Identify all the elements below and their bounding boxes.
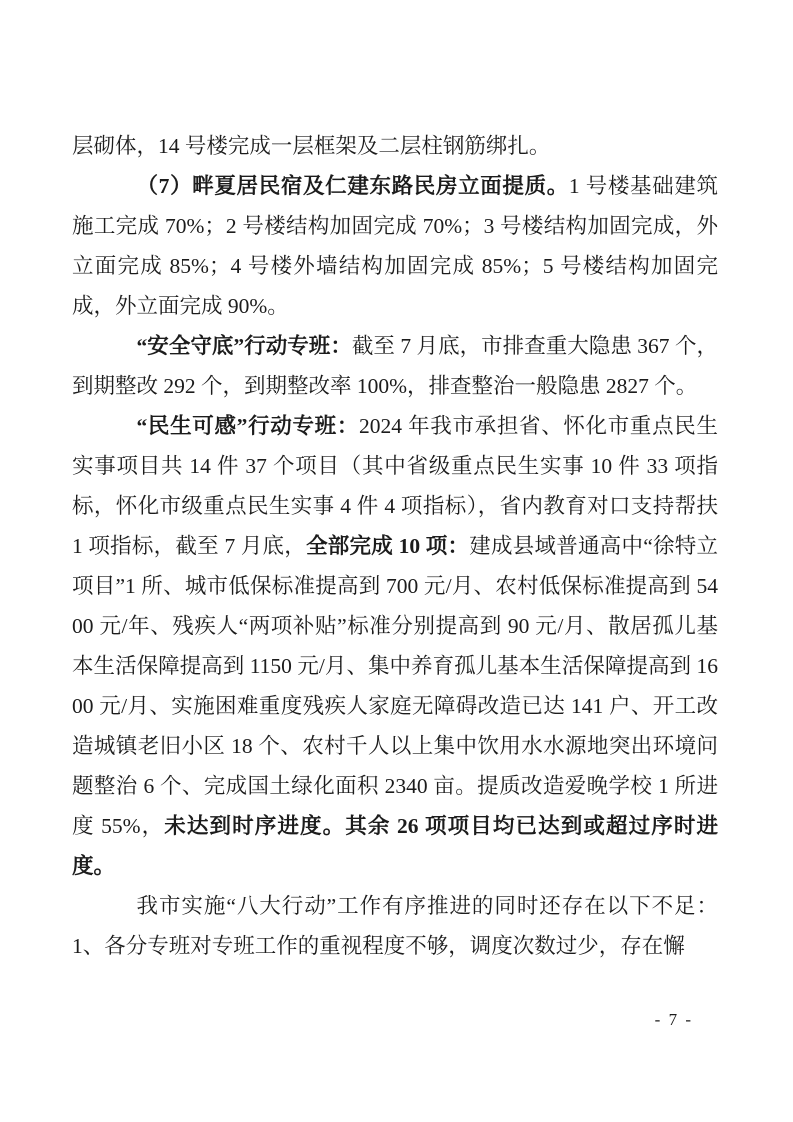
page-body — [72, 126, 718, 966]
paragraph-item-7 — [72, 166, 718, 326]
paragraph-emphasis: 未达到时序进度。其余 26 项项目均已达到或超过序时进度。 — [72, 814, 718, 878]
paragraph-text: 1 号楼基础建筑施工完成 70%；2 号楼结构加固完成 70%；3 号楼结构加固完成，外立面完成 85%；4 号楼外墙结构加固完成 85%；5 号楼结构加固完成，外立面完成 90%。 — [72, 174, 718, 318]
paragraph-continuation — [72, 126, 718, 166]
paragraph-text: 建成县域普通高中“徐特立项目”1 所、城市低保标准提高到 700 元/月、农村低保标准提高到 5400 元/年、残疾人“两项补贴”标准分别提高到 90 元/月、散居孤儿基本生活保障提高到 1150 元/月、集中养育孤儿基本生活保障提高到 1600 元/月、实施困难重度残疾人家庭无障碍改造已达 141 户、开工改造城镇老旧小区 18 个、农村千人以上集中饮用水水源地突出环境问题整治 6 个、完成国土绿化面积 2340 亩。提质改造爱晚学校 1 所进度 55%， — [72, 534, 718, 838]
paragraph-heading: （7）畔夏居民宿及仁建东路民房立面提质。 — [136, 174, 569, 198]
paragraph-livelihood-taskforce — [72, 406, 718, 886]
paragraph-text: 2024 年我市承担省、怀化市重点民生实事项目共 14 件 37 个项目（其中省级重点民生实事 10 件 33 项指标，怀化市级重点民生实事 4 件 4 项指标），省内教育对口支持帮扶 1 项指标，截至 7 月底， — [72, 414, 718, 558]
paragraph-safety-taskforce — [72, 326, 718, 406]
paragraph-shortcomings — [72, 886, 718, 966]
paragraph-text: 层砌体，14 号楼完成一层框架及二层柱钢筋绑扎。 — [72, 134, 551, 158]
page-number: - 7 - — [654, 1010, 693, 1029]
paragraph-text: 截至 7 月底，市排查重大隐患 367 个，到期整改 292 个，到期整改率 100%，排查整治一般隐患 2827 个。 — [72, 334, 718, 398]
paragraph-heading: “安全守底”行动专班： — [136, 334, 352, 358]
paragraph-text: 我市实施“八大行动”工作有序推进的同时还存在以下不足：1、各分专班对专班工作的重视程度不够，调度次数过少，存在懈 — [72, 894, 718, 958]
paragraph-heading: “民生可感”行动专班： — [136, 414, 360, 438]
paragraph-emphasis: 全部完成 10 项： — [306, 534, 470, 558]
